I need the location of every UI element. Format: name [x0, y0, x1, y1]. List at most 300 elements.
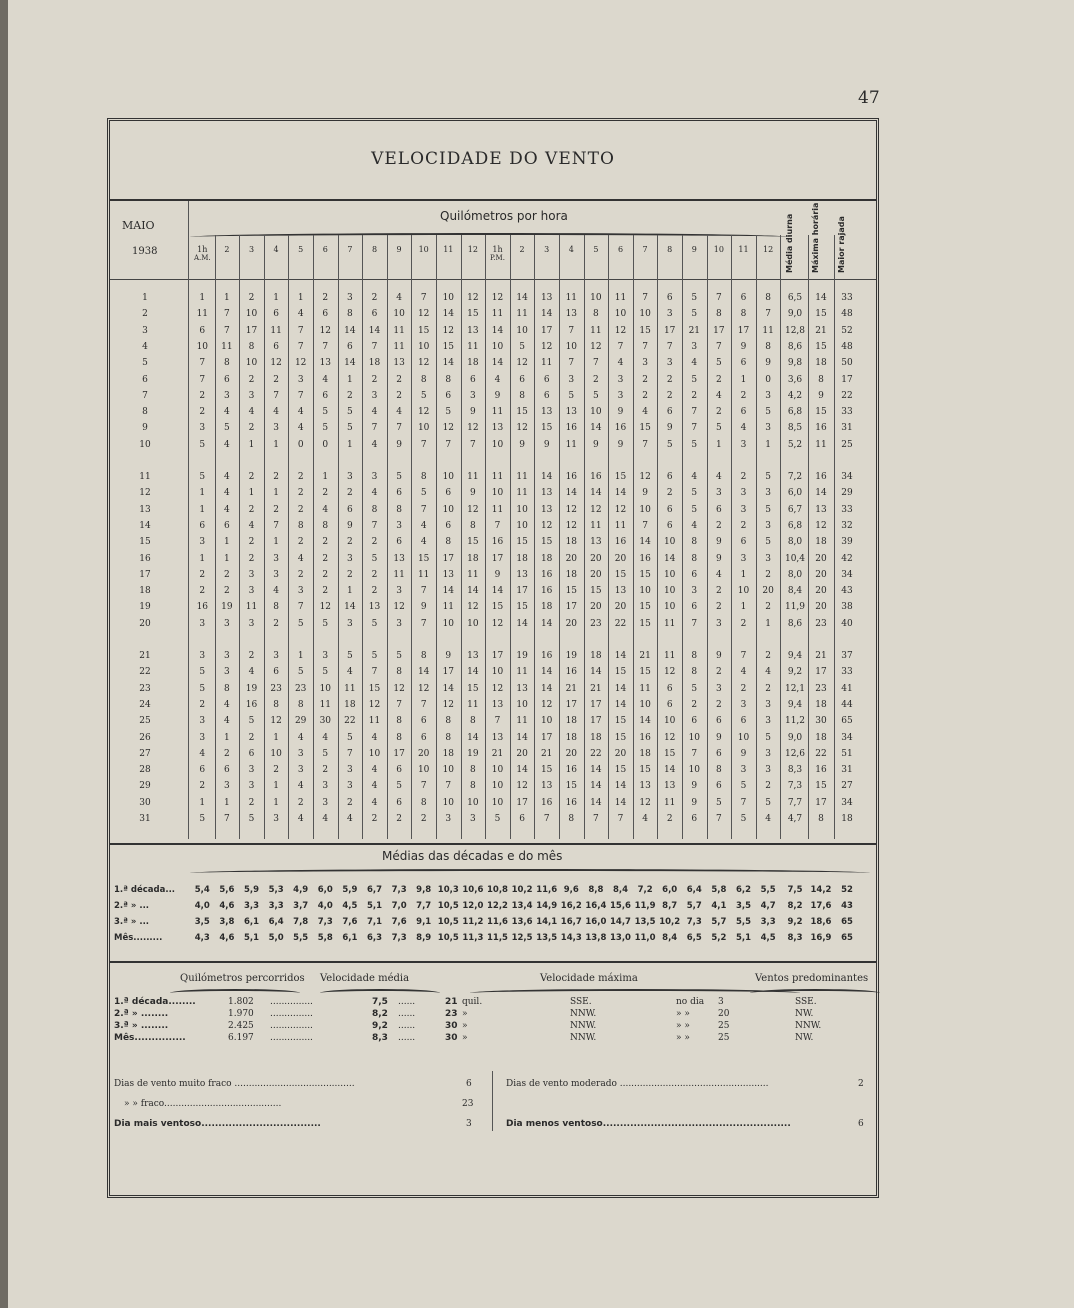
day-label: 10: [139, 439, 151, 450]
hour-value: 14: [614, 781, 627, 792]
means-hour-value: 7,6: [342, 917, 358, 927]
hour-value: 3: [691, 341, 698, 352]
hour-value: 14: [663, 765, 676, 776]
hour-value: 7: [420, 293, 427, 303]
hour-value: 4: [371, 781, 378, 792]
page-number: 47: [858, 88, 880, 108]
hour-period: A.M.: [193, 254, 211, 262]
hour-value: 3: [273, 569, 279, 580]
day-label: 22: [139, 667, 151, 678]
hour-value: 3: [273, 553, 279, 564]
summary-dir: NNW.: [570, 1033, 597, 1043]
means-hour-value: 8,8: [588, 885, 604, 895]
hour-value: 3: [617, 390, 624, 401]
stat-value: 7,7: [787, 797, 803, 808]
day-label: 9: [142, 423, 148, 434]
hour-value: 20: [565, 553, 578, 564]
hour-value: 6: [273, 667, 279, 678]
hour-value: 3: [765, 699, 771, 710]
means-hour-value: 5,8: [317, 933, 333, 943]
stat-value: 8,4: [787, 586, 803, 597]
means-row-label: Mês.........: [114, 933, 163, 943]
hour-value: 12: [442, 325, 455, 336]
hour-value: 4: [224, 439, 230, 450]
hour-value: 15: [639, 618, 651, 629]
hour-value: 5: [371, 553, 378, 564]
hour-value: 2: [322, 553, 329, 564]
hour-value: 3: [248, 618, 255, 629]
stat-value: 25: [841, 439, 853, 450]
hour-value: 3: [224, 618, 230, 629]
hour-header-20: 8: [667, 245, 673, 254]
means-hour-value: 6,5: [686, 933, 702, 943]
day-label: 31: [139, 814, 151, 824]
hour-value: 2: [347, 488, 353, 499]
means-hour-value: 4,0: [194, 901, 210, 911]
hour-value: 15: [639, 667, 651, 678]
hour-value: 1: [273, 781, 279, 792]
hour-value: 18: [565, 716, 578, 727]
hour-value: 14: [344, 358, 356, 369]
hour-value: 1: [740, 602, 747, 613]
means-stat-value: 17,6: [810, 901, 832, 911]
hour-value: 3: [224, 667, 230, 678]
hour-value: 20: [565, 618, 578, 629]
hour-value: 6: [420, 716, 427, 727]
hour-value: 7: [445, 439, 452, 450]
hour-value: 8: [445, 732, 452, 743]
hour-value: 19: [516, 651, 528, 661]
hour-header-17: 5: [593, 245, 599, 254]
hour-value: 3: [199, 651, 206, 661]
hour-value: 6: [199, 520, 206, 531]
stat-value: 31: [841, 423, 853, 434]
means-hour-value: 6,0: [662, 885, 678, 895]
day-label: 20: [139, 618, 151, 629]
hour-value: 11: [590, 520, 602, 531]
hour-value: 13: [319, 358, 332, 369]
hour-header-9: 9: [396, 245, 402, 254]
hour-value: 2: [691, 699, 698, 710]
hour-value: 3: [740, 504, 747, 515]
moderate-label: Dias de vento moderado ....................................................: [506, 1079, 769, 1089]
day-label: 8: [142, 407, 148, 418]
hour-value: 4: [371, 439, 378, 450]
hour-value: 16: [565, 423, 578, 434]
hour-value: 1: [224, 732, 230, 743]
hour-value: 5: [568, 390, 575, 401]
hour-value: 14: [491, 325, 504, 336]
hour-value: 17: [540, 325, 553, 336]
hour-value: 1: [347, 586, 353, 597]
hour-value: 3: [765, 553, 771, 564]
means-row-label: 2.ª » ...: [114, 901, 150, 911]
hour-value: 5: [347, 732, 353, 743]
hour-value: 3: [199, 537, 206, 548]
hour-value: 2: [765, 569, 771, 580]
hour-value: 3: [642, 358, 648, 369]
hour-value: 5: [199, 814, 206, 824]
hour-value: 5: [322, 667, 329, 678]
stat-value: 44: [841, 699, 853, 710]
hour-value: 16: [540, 797, 553, 808]
hour-value: 10: [196, 341, 209, 352]
hour-value: 11: [467, 341, 479, 352]
hour-value: 23: [270, 683, 282, 694]
means-stat-value: 18,6: [810, 917, 832, 927]
stat-value: 5,2: [787, 439, 803, 450]
summary-predominant: NW.: [795, 1009, 814, 1019]
summary-day-prefix: » »: [676, 1021, 690, 1031]
summary-unit: »: [462, 1009, 468, 1019]
hour-value: 3: [765, 488, 771, 499]
means-hour-value: 8,9: [416, 933, 432, 943]
hour-value: 12: [442, 423, 455, 434]
hour-value: 6: [445, 390, 452, 401]
hour-value: 8: [248, 341, 255, 352]
hour-value: 10: [491, 488, 504, 499]
means-hour-value: 6,4: [268, 917, 284, 927]
stat-value: 11,2: [784, 716, 806, 727]
hour-value: 10: [590, 407, 602, 418]
hour-value: 12: [393, 602, 405, 613]
hour-value: 1: [273, 537, 279, 548]
hour-header-21: 9: [691, 245, 697, 254]
hour-value: 6: [519, 374, 525, 385]
hour-value: 7: [617, 341, 624, 352]
hour-value: 2: [199, 407, 206, 418]
hour-value: 13: [393, 358, 405, 369]
hour-value: 11: [368, 716, 381, 727]
means-stat-value: 65: [841, 917, 853, 927]
day-label: 14: [139, 520, 151, 531]
hour-value: 3: [470, 390, 476, 401]
hour-value: 12: [417, 407, 430, 418]
hour-value: 5: [322, 618, 329, 629]
hour-value: 2: [371, 293, 378, 303]
hour-value: 7: [297, 602, 304, 613]
stat-value: 8,6: [787, 341, 803, 352]
means-hour-value: 7,3: [317, 917, 333, 927]
hour-value: 1: [224, 553, 230, 564]
means-hour-value: 7,7: [416, 901, 432, 911]
hour-value: 2: [765, 602, 771, 613]
hour-value: 4: [691, 358, 698, 369]
hour-value: 2: [716, 602, 722, 613]
hour-value: 16: [540, 569, 553, 580]
summary-divider: [110, 961, 876, 963]
day-label: 17: [139, 569, 151, 580]
hour-value: 2: [396, 390, 402, 401]
hour-value: 7: [199, 374, 206, 385]
stat-value: 8,5: [787, 423, 803, 434]
hour-value: 4: [297, 309, 304, 320]
hour-value: 17: [565, 699, 578, 710]
hour-value: 14: [590, 488, 602, 499]
means-hour-value: 14,7: [609, 917, 631, 927]
hour-value: 1: [199, 293, 206, 303]
hour-value: 5: [420, 390, 427, 401]
hour-value: 5: [396, 781, 402, 792]
hour-value: 1: [273, 797, 279, 808]
hour-value: 17: [516, 797, 528, 808]
hour-value: 6: [691, 569, 698, 580]
hour-header-2: 2: [224, 245, 230, 254]
stat-value: 17: [815, 667, 827, 678]
hour-value: 3: [470, 814, 476, 824]
hour-value: 17: [663, 325, 676, 336]
means-hour-value: 3,3: [243, 901, 260, 911]
stat-value: 22: [815, 748, 827, 759]
hour-value: 10: [270, 748, 282, 759]
hour-value: 11: [590, 325, 602, 336]
hour-value: 5: [347, 651, 353, 661]
hour-value: 3: [273, 814, 279, 824]
means-hour-value: 5,5: [735, 917, 752, 927]
means-stat-value: 16,9: [810, 933, 832, 943]
means-stat-value: 8,3: [787, 933, 803, 943]
most-windy-label: Dia mais ventoso...................................: [114, 1119, 321, 1129]
hour-value: 10: [491, 781, 504, 792]
hour-value: 16: [565, 797, 578, 808]
hour-value: 14: [467, 667, 479, 678]
hour-value: 2: [765, 781, 771, 792]
means-hour-value: 3,3: [760, 917, 776, 927]
means-hour-value: 5,9: [342, 885, 358, 895]
hour-value: 2: [371, 586, 378, 597]
stat-value: 48: [841, 309, 853, 320]
hour-value: 6: [740, 293, 747, 303]
hour-value: 6: [666, 293, 673, 303]
hour-value: 2: [716, 699, 722, 710]
means-hour-value: 13,0: [609, 933, 631, 943]
means-hour-value: 7,1: [366, 917, 383, 927]
means-hour-value: 6,7: [366, 885, 383, 895]
hour-value: 5: [716, 423, 722, 434]
stat-value: 38: [841, 602, 853, 613]
hour-value: 10: [688, 765, 701, 776]
hour-value: 2: [248, 293, 255, 303]
means-hour-value: 6,1: [342, 933, 358, 943]
hour-value: 3: [396, 586, 402, 597]
stat-header-1: Média diurna: [785, 213, 794, 273]
hour-value: 2: [740, 618, 747, 629]
stat-value: 8,0: [787, 569, 803, 580]
summary-day: 25: [718, 1021, 730, 1031]
hour-value: 17: [442, 667, 455, 678]
day-label: 21: [139, 651, 151, 661]
hour-value: 2: [273, 765, 279, 776]
stat-value: 20: [815, 553, 827, 564]
hour-value: 6: [740, 407, 747, 418]
book-binding: [0, 0, 8, 1308]
hour-value: 18: [565, 569, 578, 580]
hour-value: 21: [491, 748, 504, 759]
hour-value: 18: [590, 732, 602, 743]
hour-value: 8: [691, 667, 698, 678]
hour-value: 7: [568, 325, 575, 336]
hour-value: 12: [639, 472, 651, 482]
means-hour-value: 6,4: [686, 885, 702, 895]
hour-value: 2: [396, 814, 402, 824]
hour-value: 6: [347, 504, 353, 515]
hour-value: 2: [396, 374, 402, 385]
hour-value: 3: [568, 374, 575, 385]
means-hour-value: 6,3: [366, 933, 383, 943]
hour-value: 3: [396, 618, 402, 629]
hour-value: 3: [224, 781, 230, 792]
hour-value: 9: [470, 407, 476, 418]
means-hour-value: 14,1: [536, 917, 558, 927]
hour-value: 14: [417, 667, 430, 678]
hour-value: 2: [322, 293, 329, 303]
means-hour-value: 7,3: [686, 917, 702, 927]
stat-value: 27: [841, 781, 853, 792]
summary-day: 25: [718, 1033, 730, 1043]
hour-value: 14: [540, 472, 553, 482]
hour-value: 13: [467, 325, 479, 336]
hour-value: 8: [420, 651, 427, 661]
hour-value: 8: [765, 341, 771, 352]
hour-value: 14: [663, 553, 676, 564]
hour-value: 4: [716, 472, 722, 482]
hour-value: 1: [347, 374, 353, 385]
hour-value: 10: [663, 716, 676, 727]
day-label: 28: [139, 765, 151, 776]
hour-value: 5: [765, 504, 771, 515]
hour-value: 6: [543, 374, 550, 385]
summary-unit: quil.: [462, 997, 483, 1007]
hour-value: 4: [347, 667, 353, 678]
hour-header-1: 1h A.M.: [190, 245, 215, 263]
means-brace: [190, 869, 870, 877]
hour-value: 7: [740, 797, 747, 808]
hour-value: 3: [617, 374, 624, 385]
hour-value: 20: [614, 748, 627, 759]
hour-value: 2: [642, 374, 648, 385]
hour-value: 11: [540, 358, 553, 369]
hour-value: 2: [322, 569, 329, 580]
stat-value: 34: [841, 732, 853, 743]
hour-value: 1: [248, 439, 255, 450]
hour-value: 5: [297, 618, 304, 629]
hour-value: 4: [691, 472, 698, 482]
hour-value: 3: [716, 618, 722, 629]
hour-value: 16: [565, 765, 578, 776]
hour-value: 7: [297, 390, 304, 401]
stat-value: 20: [815, 586, 827, 597]
day-label: 29: [139, 781, 151, 792]
summary-day: 20: [718, 1009, 730, 1019]
hour-value: 2: [347, 390, 353, 401]
hour-value: 6: [371, 309, 378, 320]
day-label: 16: [139, 553, 151, 564]
hour-value: 5: [740, 814, 747, 824]
hour-value: 0: [765, 374, 771, 385]
hour-header-22: 10: [713, 245, 724, 254]
means-hour-value: 10,3: [437, 885, 459, 895]
hour-value: 8: [470, 716, 476, 727]
means-hour-value: 13,5: [536, 933, 558, 943]
hour-value: 6: [420, 732, 427, 743]
summary-avg: 9,2: [372, 1021, 388, 1031]
hour-value: 2: [740, 683, 747, 694]
hour-value: 30: [319, 716, 332, 727]
hour-value: 19: [245, 683, 258, 694]
hour-value: 18: [516, 553, 528, 564]
hour-value: 2: [322, 488, 329, 499]
hour-value: 2: [297, 797, 304, 808]
hour-value: 12: [565, 520, 578, 531]
hour-value: 11: [442, 602, 455, 613]
hour-header-13: 1h P.M.: [485, 245, 510, 263]
column-rule: [188, 201, 189, 237]
hour-value: 3: [765, 520, 771, 531]
means-hour-value: 9,8: [416, 885, 432, 895]
hour-value: 20: [590, 569, 602, 580]
hour-value: 3: [765, 423, 771, 434]
means-hour-value: 10,5: [437, 933, 459, 943]
means-hour-value: 5,1: [735, 933, 752, 943]
means-hour-value: 5,1: [243, 933, 260, 943]
hour-value: 18: [565, 732, 578, 743]
means-hour-value: 5,5: [293, 933, 309, 943]
hour-value: 6: [666, 683, 673, 694]
stat-value: 18: [815, 732, 827, 743]
means-stat-value: 14,2: [810, 885, 832, 895]
hour-value: 10: [590, 293, 602, 303]
hour-value: 16: [540, 586, 553, 597]
hour-value: 4: [273, 586, 279, 597]
stat-value: 16: [815, 423, 827, 434]
means-stat-value: 8,2: [787, 901, 803, 911]
stat-header-3: Maior rajada: [837, 216, 846, 273]
hour-value: 2: [297, 504, 304, 515]
means-hour-value: 14,3: [560, 933, 582, 943]
hour-value: 6: [691, 602, 698, 613]
hour-value: 4: [420, 520, 427, 531]
column-rule: [188, 235, 189, 839]
hour-value: 5: [396, 472, 402, 482]
hour-value: 5: [347, 407, 353, 418]
hour-value: 5: [691, 439, 698, 450]
hour-value: 8: [470, 765, 476, 776]
hour-value: 2: [666, 814, 673, 824]
day-label: 11: [139, 472, 151, 482]
hour-value: 15: [540, 537, 553, 548]
hour-value: 12: [270, 358, 282, 369]
hour-value: 11: [245, 602, 258, 613]
day-label: 2: [142, 309, 148, 320]
hour-value: 1: [273, 488, 279, 499]
stat-value: 37: [841, 651, 853, 661]
hour-value: 10: [491, 439, 504, 450]
means-hour-value: 3,5: [194, 917, 210, 927]
hour-value: 1: [765, 439, 771, 450]
means-hour-value: 3,5: [735, 901, 752, 911]
hour-value: 5: [494, 814, 501, 824]
stat-value: 6,5: [787, 293, 803, 303]
hour-value: 14: [442, 683, 455, 694]
hour-value: 10: [245, 309, 258, 320]
weak-label: » » fraco.........................................: [124, 1099, 282, 1109]
hour-value: 12: [663, 667, 676, 678]
hour-value: 5: [371, 651, 378, 661]
hour-value: 2: [347, 537, 353, 548]
hour-value: 11: [762, 325, 774, 336]
stat-value: 6,0: [787, 488, 803, 499]
hour-value: 7: [420, 504, 427, 515]
